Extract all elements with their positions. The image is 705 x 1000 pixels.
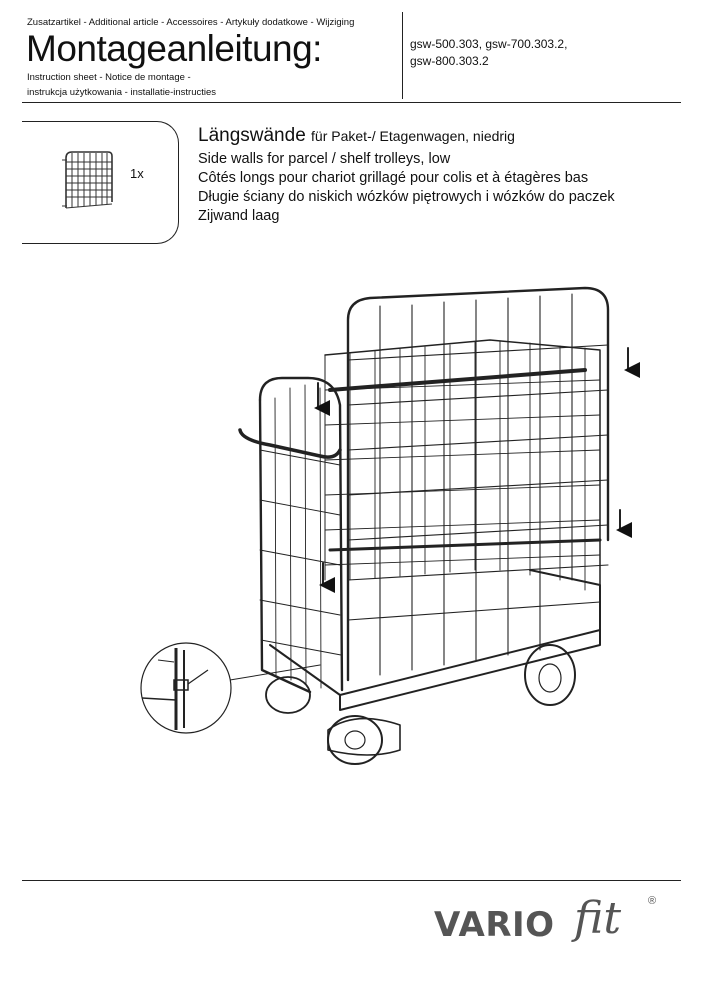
variofit-logo	[434, 895, 664, 955]
side-wall-part-image	[58, 148, 116, 212]
part-title-main: Längswände	[198, 125, 306, 146]
part-title-sub: für Paket-/ Etagenwagen, niedrig	[311, 128, 515, 144]
header-divider	[402, 12, 403, 99]
header-languages: Zusatzartikel - Additional article - Accessoires - Artykuły dodatkowe - Wijziging	[27, 17, 355, 28]
logo-vario: VARIO	[434, 905, 555, 945]
model-numbers-line2: gsw-800.303.2	[410, 54, 489, 68]
sheet-label-line2: instrukcja użytkowania - installatie-instructies	[27, 87, 217, 98]
part-quantity: 1x	[130, 166, 144, 181]
page-title: Montageanleitung:	[26, 28, 322, 69]
detail-zoom-circle	[138, 640, 234, 736]
logo-fit: fit	[574, 893, 622, 944]
registered-mark: ®	[648, 895, 657, 907]
part-desc-en: Side walls for parcel / shelf trolleys, low	[198, 151, 451, 167]
footer-rule	[22, 880, 681, 881]
sheet-label-line1: Instruction sheet - Notice de montage -	[27, 72, 191, 83]
part-desc-pl: Długie ściany do niskich wózków piętrowych i wózków do paczek	[198, 189, 615, 205]
part-desc-nl: Zijwand laag	[198, 208, 280, 224]
header-rule	[22, 102, 681, 103]
model-numbers-line1: gsw-500.303, gsw-700.303.2,	[410, 37, 568, 51]
part-desc-fr: Côtés longs pour chariot grillagé pour colis et à étagères bas	[198, 170, 589, 186]
part-title	[198, 124, 515, 148]
